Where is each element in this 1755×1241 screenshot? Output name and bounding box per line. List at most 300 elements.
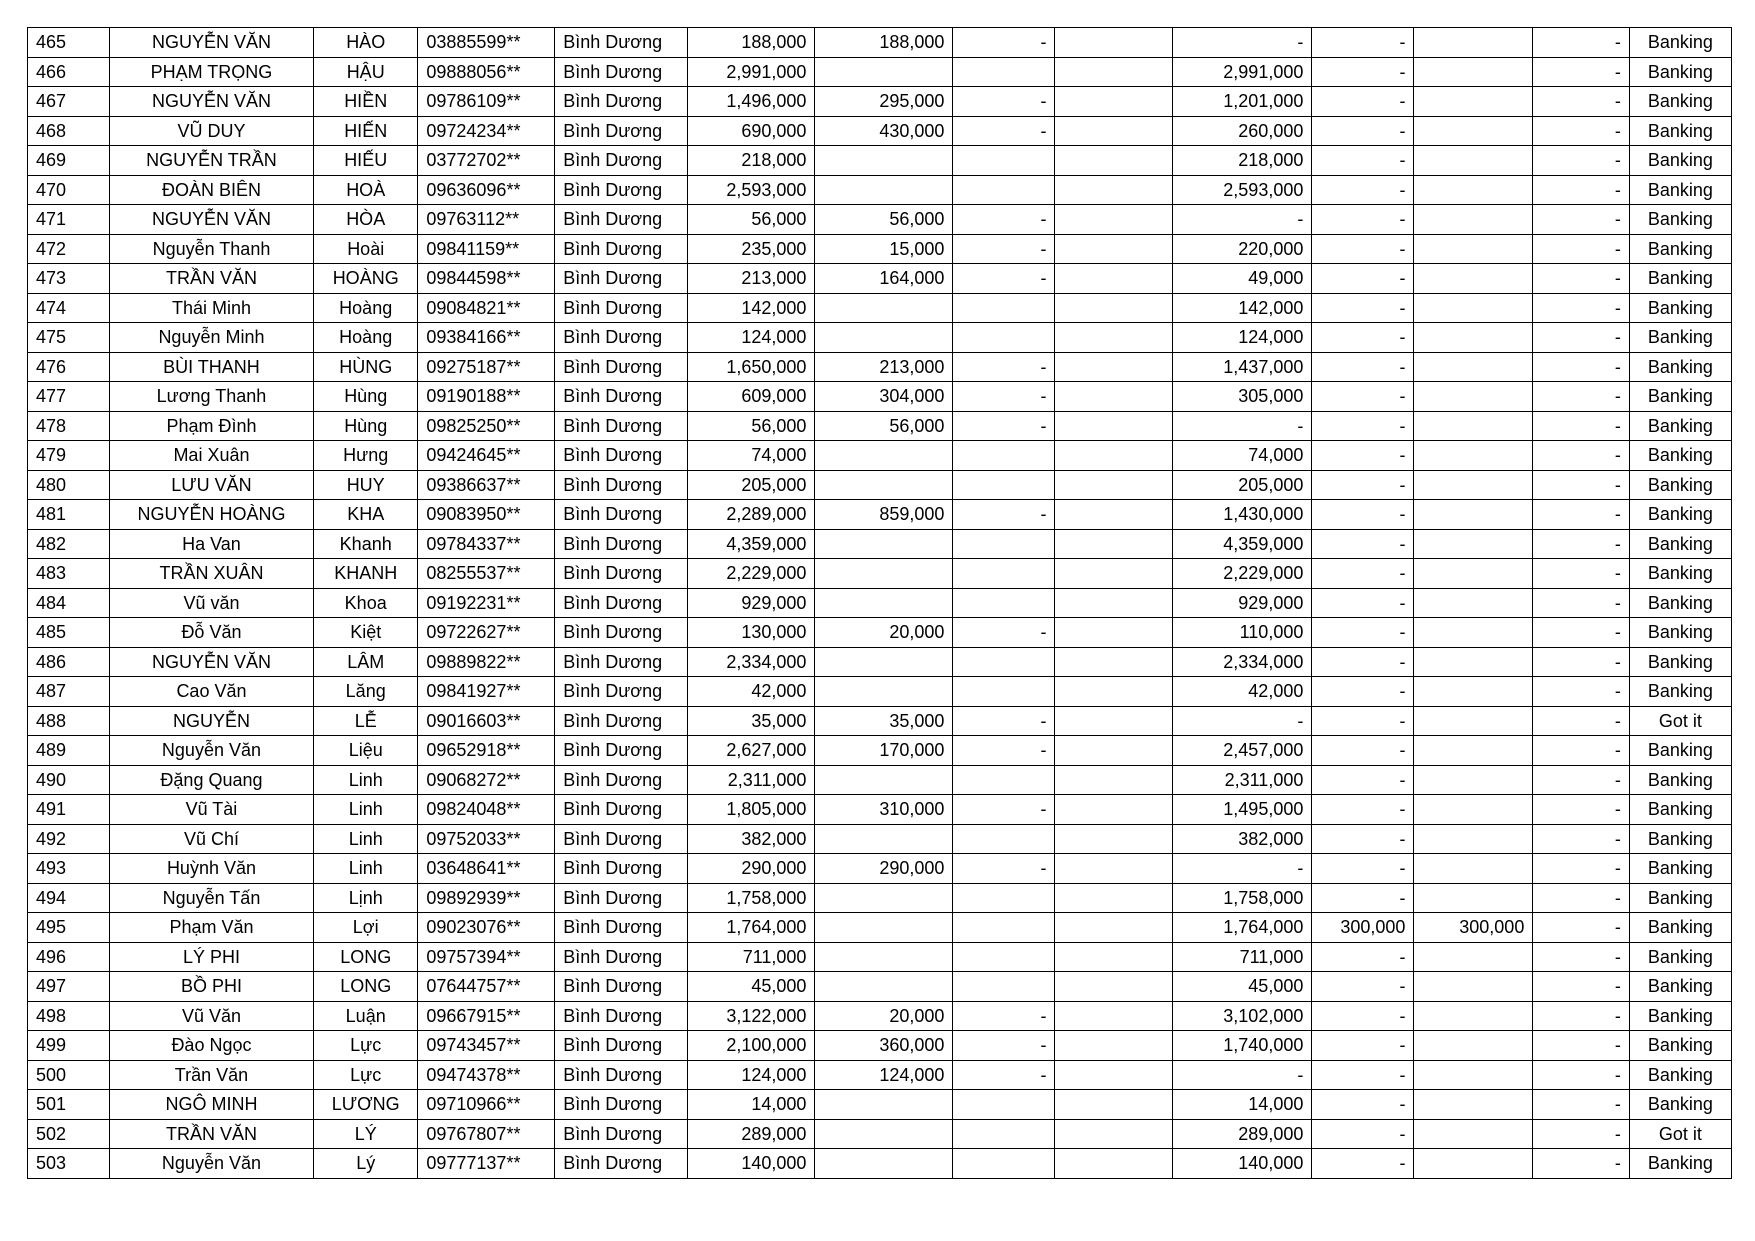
table-body xyxy=(28,28,1732,1179)
cell-amount-6: - xyxy=(1312,470,1414,500)
cell-payment-method: Banking xyxy=(1629,529,1731,559)
cell-amount-3: - xyxy=(953,1060,1055,1090)
cell-amount-5: 218,000 xyxy=(1173,146,1312,176)
cell-index: 475 xyxy=(28,323,110,353)
cell-amount-3: - xyxy=(953,1001,1055,1031)
cell-region: Bình Dương xyxy=(555,1119,687,1149)
cell-amount-5: 1,495,000 xyxy=(1173,795,1312,825)
table-row xyxy=(28,647,1732,677)
cell-amount-7 xyxy=(1414,28,1533,58)
cell-amount-8: - xyxy=(1533,677,1629,707)
cell-amount-3: - xyxy=(953,234,1055,264)
cell-payment-method: Banking xyxy=(1629,1060,1731,1090)
cell-index: 503 xyxy=(28,1149,110,1179)
cell-given-name: Linh xyxy=(314,795,418,825)
cell-amount-total: 142,000 xyxy=(687,293,815,323)
table-row xyxy=(28,913,1732,943)
cell-payment-method: Banking xyxy=(1629,913,1731,943)
cell-amount-5: 220,000 xyxy=(1173,234,1312,264)
cell-amount-2 xyxy=(815,441,953,471)
cell-surname: NGUYỄN VĂN xyxy=(109,647,313,677)
cell-amount-5: 2,457,000 xyxy=(1173,736,1312,766)
cell-amount-7 xyxy=(1414,1060,1533,1090)
cell-amount-6: - xyxy=(1312,1001,1414,1031)
cell-surname: BỒ PHI xyxy=(109,972,313,1002)
cell-phone: 03885599** xyxy=(418,28,555,58)
cell-region: Bình Dương xyxy=(555,146,687,176)
cell-amount-total: 3,122,000 xyxy=(687,1001,815,1031)
table-row xyxy=(28,500,1732,530)
table-row xyxy=(28,706,1732,736)
cell-amount-7 xyxy=(1414,854,1533,884)
cell-region: Bình Dương xyxy=(555,470,687,500)
cell-amount-2: 188,000 xyxy=(815,28,953,58)
cell-surname: NGUYỄN HOÀNG xyxy=(109,500,313,530)
cell-region: Bình Dương xyxy=(555,677,687,707)
cell-payment-method: Banking xyxy=(1629,28,1731,58)
cell-amount-2 xyxy=(815,1149,953,1179)
cell-payment-method: Banking xyxy=(1629,323,1731,353)
cell-amount-2: 56,000 xyxy=(815,205,953,235)
data-sheet xyxy=(27,27,1732,1179)
cell-phone: 09084821** xyxy=(418,293,555,323)
cell-amount-6: - xyxy=(1312,382,1414,412)
cell-amount-total: 690,000 xyxy=(687,116,815,146)
cell-amount-4 xyxy=(1055,854,1173,884)
cell-amount-8: - xyxy=(1533,795,1629,825)
cell-amount-5: - xyxy=(1173,1060,1312,1090)
cell-amount-total: 2,627,000 xyxy=(687,736,815,766)
cell-amount-4 xyxy=(1055,234,1173,264)
cell-given-name: Linh xyxy=(314,854,418,884)
cell-surname: VŨ DUY xyxy=(109,116,313,146)
cell-amount-6: - xyxy=(1312,441,1414,471)
cell-amount-total: 45,000 xyxy=(687,972,815,1002)
cell-amount-4 xyxy=(1055,736,1173,766)
cell-surname: Vũ Chí xyxy=(109,824,313,854)
cell-amount-5: 110,000 xyxy=(1173,618,1312,648)
cell-amount-2 xyxy=(815,883,953,913)
cell-given-name: Lăng xyxy=(314,677,418,707)
cell-amount-5: 305,000 xyxy=(1173,382,1312,412)
cell-amount-8: - xyxy=(1533,175,1629,205)
cell-amount-5: 74,000 xyxy=(1173,441,1312,471)
cell-amount-8: - xyxy=(1533,441,1629,471)
cell-surname: Thái Minh xyxy=(109,293,313,323)
cell-given-name: LÂM xyxy=(314,647,418,677)
cell-amount-2: 35,000 xyxy=(815,706,953,736)
cell-amount-4 xyxy=(1055,972,1173,1002)
cell-amount-3: - xyxy=(953,736,1055,766)
cell-amount-2: 430,000 xyxy=(815,116,953,146)
cell-amount-8: - xyxy=(1533,411,1629,441)
cell-region: Bình Dương xyxy=(555,264,687,294)
cell-payment-method: Banking xyxy=(1629,234,1731,264)
cell-surname: BÙI THANH xyxy=(109,352,313,382)
table-row xyxy=(28,618,1732,648)
cell-amount-2: 304,000 xyxy=(815,382,953,412)
cell-amount-2: 310,000 xyxy=(815,795,953,825)
cell-amount-8: - xyxy=(1533,264,1629,294)
cell-region: Bình Dương xyxy=(555,736,687,766)
cell-amount-5: - xyxy=(1173,706,1312,736)
cell-index: 495 xyxy=(28,913,110,943)
cell-amount-8: - xyxy=(1533,647,1629,677)
cell-amount-6: - xyxy=(1312,323,1414,353)
cell-region: Bình Dương xyxy=(555,647,687,677)
cell-surname: LƯU VĂN xyxy=(109,470,313,500)
cell-amount-total: 124,000 xyxy=(687,1060,815,1090)
cell-amount-4 xyxy=(1055,706,1173,736)
cell-given-name: Lý xyxy=(314,1149,418,1179)
cell-amount-2 xyxy=(815,913,953,943)
cell-phone: 09743457** xyxy=(418,1031,555,1061)
cell-amount-6: - xyxy=(1312,883,1414,913)
cell-region: Bình Dương xyxy=(555,175,687,205)
cell-amount-total: 130,000 xyxy=(687,618,815,648)
cell-payment-method: Banking xyxy=(1629,441,1731,471)
cell-amount-2: 859,000 xyxy=(815,500,953,530)
cell-amount-4 xyxy=(1055,382,1173,412)
cell-amount-5: - xyxy=(1173,854,1312,884)
cell-index: 488 xyxy=(28,706,110,736)
cell-amount-7 xyxy=(1414,87,1533,117)
cell-payment-method: Banking xyxy=(1629,1090,1731,1120)
cell-surname: TRẦN XUÂN xyxy=(109,559,313,589)
cell-region: Bình Dương xyxy=(555,1149,687,1179)
cell-phone: 09068272** xyxy=(418,765,555,795)
cell-region: Bình Dương xyxy=(555,913,687,943)
cell-amount-2 xyxy=(815,559,953,589)
cell-given-name: Lực xyxy=(314,1060,418,1090)
cell-surname: Mai Xuân xyxy=(109,441,313,471)
cell-amount-6: - xyxy=(1312,824,1414,854)
cell-amount-3: - xyxy=(953,854,1055,884)
cell-amount-5: 42,000 xyxy=(1173,677,1312,707)
cell-amount-2 xyxy=(815,972,953,1002)
cell-amount-6: - xyxy=(1312,234,1414,264)
cell-index: 468 xyxy=(28,116,110,146)
cell-amount-5: - xyxy=(1173,28,1312,58)
cell-index: 490 xyxy=(28,765,110,795)
cell-index: 467 xyxy=(28,87,110,117)
table-row xyxy=(28,264,1732,294)
cell-amount-4 xyxy=(1055,175,1173,205)
cell-amount-6: - xyxy=(1312,765,1414,795)
table-row xyxy=(28,175,1732,205)
cell-phone: 09652918** xyxy=(418,736,555,766)
cell-amount-2: 360,000 xyxy=(815,1031,953,1061)
cell-amount-total: 1,650,000 xyxy=(687,352,815,382)
cell-amount-4 xyxy=(1055,942,1173,972)
cell-amount-6: - xyxy=(1312,736,1414,766)
cell-amount-3: - xyxy=(953,618,1055,648)
cell-amount-4 xyxy=(1055,28,1173,58)
cell-payment-method: Banking xyxy=(1629,1149,1731,1179)
cell-region: Bình Dương xyxy=(555,234,687,264)
cell-region: Bình Dương xyxy=(555,57,687,87)
cell-given-name: KHANH xyxy=(314,559,418,589)
cell-phone: 09083950** xyxy=(418,500,555,530)
cell-amount-8: - xyxy=(1533,1060,1629,1090)
cell-amount-5: 260,000 xyxy=(1173,116,1312,146)
cell-index: 499 xyxy=(28,1031,110,1061)
cell-region: Bình Dương xyxy=(555,87,687,117)
cell-phone: 09667915** xyxy=(418,1001,555,1031)
cell-amount-3: - xyxy=(953,706,1055,736)
cell-amount-7 xyxy=(1414,795,1533,825)
cell-amount-8: - xyxy=(1533,883,1629,913)
cell-amount-8: - xyxy=(1533,293,1629,323)
cell-amount-7 xyxy=(1414,1090,1533,1120)
cell-region: Bình Dương xyxy=(555,1001,687,1031)
cell-region: Bình Dương xyxy=(555,352,687,382)
cell-amount-4 xyxy=(1055,795,1173,825)
cell-amount-4 xyxy=(1055,618,1173,648)
cell-amount-3 xyxy=(953,470,1055,500)
cell-amount-6: - xyxy=(1312,706,1414,736)
cell-phone: 09275187** xyxy=(418,352,555,382)
cell-amount-6: - xyxy=(1312,559,1414,589)
cell-region: Bình Dương xyxy=(555,972,687,1002)
cell-given-name: Luận xyxy=(314,1001,418,1031)
cell-surname: Vũ Tài xyxy=(109,795,313,825)
cell-phone: 09016603** xyxy=(418,706,555,736)
cell-amount-5: 1,430,000 xyxy=(1173,500,1312,530)
cell-amount-total: 42,000 xyxy=(687,677,815,707)
cell-payment-method: Banking xyxy=(1629,264,1731,294)
cell-phone: 09710966** xyxy=(418,1090,555,1120)
cell-amount-6: - xyxy=(1312,618,1414,648)
cell-amount-8: - xyxy=(1533,824,1629,854)
cell-index: 469 xyxy=(28,146,110,176)
table-row xyxy=(28,470,1732,500)
cell-amount-3 xyxy=(953,913,1055,943)
cell-phone: 09824048** xyxy=(418,795,555,825)
cell-amount-7 xyxy=(1414,706,1533,736)
cell-amount-5: 1,740,000 xyxy=(1173,1031,1312,1061)
table-row xyxy=(28,411,1732,441)
cell-amount-4 xyxy=(1055,205,1173,235)
cell-amount-7 xyxy=(1414,500,1533,530)
cell-surname: LÝ PHI xyxy=(109,942,313,972)
cell-index: 500 xyxy=(28,1060,110,1090)
cell-index: 489 xyxy=(28,736,110,766)
cell-amount-5: 3,102,000 xyxy=(1173,1001,1312,1031)
table-row xyxy=(28,942,1732,972)
cell-index: 477 xyxy=(28,382,110,412)
table-row xyxy=(28,854,1732,884)
cell-given-name: Khanh xyxy=(314,529,418,559)
cell-amount-6: - xyxy=(1312,1149,1414,1179)
cell-amount-8: - xyxy=(1533,323,1629,353)
cell-amount-5: 49,000 xyxy=(1173,264,1312,294)
cell-given-name: HOÀNG xyxy=(314,264,418,294)
table-row xyxy=(28,1149,1732,1179)
cell-region: Bình Dương xyxy=(555,706,687,736)
cell-amount-8: - xyxy=(1533,706,1629,736)
cell-amount-6: - xyxy=(1312,293,1414,323)
cell-payment-method: Banking xyxy=(1629,972,1731,1002)
cell-surname: NGUYỄN TRẦN xyxy=(109,146,313,176)
cell-amount-4 xyxy=(1055,116,1173,146)
cell-phone: 09892939** xyxy=(418,883,555,913)
cell-amount-6: - xyxy=(1312,1090,1414,1120)
cell-given-name: Hưng xyxy=(314,441,418,471)
cell-amount-3: - xyxy=(953,116,1055,146)
cell-given-name: HIẾU xyxy=(314,146,418,176)
cell-amount-8: - xyxy=(1533,942,1629,972)
cell-amount-4 xyxy=(1055,765,1173,795)
cell-region: Bình Dương xyxy=(555,1031,687,1061)
cell-amount-7 xyxy=(1414,883,1533,913)
cell-amount-7 xyxy=(1414,293,1533,323)
cell-amount-8: - xyxy=(1533,234,1629,264)
cell-region: Bình Dương xyxy=(555,942,687,972)
cell-payment-method: Banking xyxy=(1629,588,1731,618)
cell-payment-method: Banking xyxy=(1629,559,1731,589)
cell-amount-7 xyxy=(1414,264,1533,294)
cell-amount-5: 711,000 xyxy=(1173,942,1312,972)
cell-amount-5: 2,229,000 xyxy=(1173,559,1312,589)
cell-amount-4 xyxy=(1055,1001,1173,1031)
cell-amount-7 xyxy=(1414,234,1533,264)
cell-amount-3: - xyxy=(953,795,1055,825)
cell-amount-7 xyxy=(1414,323,1533,353)
cell-amount-3 xyxy=(953,972,1055,1002)
cell-amount-4 xyxy=(1055,500,1173,530)
table-row xyxy=(28,205,1732,235)
cell-given-name: Khoa xyxy=(314,588,418,618)
cell-surname: Nguyễn Văn xyxy=(109,736,313,766)
cell-amount-7 xyxy=(1414,677,1533,707)
cell-phone: 09757394** xyxy=(418,942,555,972)
cell-given-name: HÙNG xyxy=(314,352,418,382)
cell-surname: Đặng Quang xyxy=(109,765,313,795)
cell-amount-total: 290,000 xyxy=(687,854,815,884)
cell-surname: NGUYỄN VĂN xyxy=(109,28,313,58)
cell-phone: 09722627** xyxy=(418,618,555,648)
cell-amount-3 xyxy=(953,942,1055,972)
cell-surname: NGUYỄN xyxy=(109,706,313,736)
cell-surname: Vũ văn xyxy=(109,588,313,618)
cell-region: Bình Dương xyxy=(555,411,687,441)
cell-region: Bình Dương xyxy=(555,854,687,884)
cell-amount-total: 289,000 xyxy=(687,1119,815,1149)
cell-amount-5: 4,359,000 xyxy=(1173,529,1312,559)
cell-payment-method: Banking xyxy=(1629,854,1731,884)
cell-phone: 09841159** xyxy=(418,234,555,264)
table-row xyxy=(28,824,1732,854)
cell-given-name: Linh xyxy=(314,824,418,854)
cell-surname: Phạm Đình xyxy=(109,411,313,441)
cell-given-name: HIẾN xyxy=(314,116,418,146)
cell-amount-5: 289,000 xyxy=(1173,1119,1312,1149)
cell-amount-3 xyxy=(953,175,1055,205)
cell-phone: 09023076** xyxy=(418,913,555,943)
cell-payment-method: Banking xyxy=(1629,382,1731,412)
cell-payment-method: Banking xyxy=(1629,470,1731,500)
cell-amount-total: 1,496,000 xyxy=(687,87,815,117)
table-row xyxy=(28,883,1732,913)
cell-amount-4 xyxy=(1055,352,1173,382)
cell-phone: 09636096** xyxy=(418,175,555,205)
cell-amount-5: 1,201,000 xyxy=(1173,87,1312,117)
cell-amount-4 xyxy=(1055,293,1173,323)
cell-amount-5: 124,000 xyxy=(1173,323,1312,353)
cell-given-name: HẬU xyxy=(314,57,418,87)
cell-amount-7 xyxy=(1414,1149,1533,1179)
cell-given-name: Lợi xyxy=(314,913,418,943)
cell-amount-total: 1,758,000 xyxy=(687,883,815,913)
cell-amount-8: - xyxy=(1533,28,1629,58)
cell-amount-2 xyxy=(815,323,953,353)
cell-amount-5: 2,334,000 xyxy=(1173,647,1312,677)
cell-amount-3: - xyxy=(953,411,1055,441)
table-row xyxy=(28,382,1732,412)
cell-amount-7 xyxy=(1414,618,1533,648)
cell-phone: 09474378** xyxy=(418,1060,555,1090)
cell-region: Bình Dương xyxy=(555,28,687,58)
cell-amount-4 xyxy=(1055,588,1173,618)
table-row xyxy=(28,677,1732,707)
cell-amount-total: 124,000 xyxy=(687,323,815,353)
cell-index: 492 xyxy=(28,824,110,854)
cell-index: 498 xyxy=(28,1001,110,1031)
cell-amount-3 xyxy=(953,883,1055,913)
cell-index: 465 xyxy=(28,28,110,58)
cell-region: Bình Dương xyxy=(555,293,687,323)
cell-surname: TRẦN VĂN xyxy=(109,264,313,294)
cell-surname: Phạm Văn xyxy=(109,913,313,943)
cell-amount-3 xyxy=(953,824,1055,854)
cell-amount-6: - xyxy=(1312,57,1414,87)
cell-payment-method: Banking xyxy=(1629,677,1731,707)
cell-amount-8: - xyxy=(1533,529,1629,559)
cell-amount-6: - xyxy=(1312,677,1414,707)
cell-region: Bình Dương xyxy=(555,588,687,618)
cell-amount-2 xyxy=(815,57,953,87)
data-table xyxy=(27,27,1732,1179)
cell-amount-2 xyxy=(815,146,953,176)
cell-amount-2 xyxy=(815,1090,953,1120)
cell-amount-4 xyxy=(1055,1060,1173,1090)
table-row xyxy=(28,441,1732,471)
cell-surname: Ha Van xyxy=(109,529,313,559)
cell-payment-method: Banking xyxy=(1629,293,1731,323)
cell-payment-method: Banking xyxy=(1629,500,1731,530)
cell-region: Bình Dương xyxy=(555,323,687,353)
cell-amount-2 xyxy=(815,175,953,205)
cell-phone: 09190188** xyxy=(418,382,555,412)
cell-index: 491 xyxy=(28,795,110,825)
cell-payment-method: Banking xyxy=(1629,765,1731,795)
cell-amount-5: 382,000 xyxy=(1173,824,1312,854)
cell-amount-2 xyxy=(815,293,953,323)
cell-payment-method: Banking xyxy=(1629,1031,1731,1061)
table-row xyxy=(28,323,1732,353)
cell-amount-6: - xyxy=(1312,529,1414,559)
cell-index: 481 xyxy=(28,500,110,530)
cell-amount-7 xyxy=(1414,972,1533,1002)
cell-amount-7 xyxy=(1414,736,1533,766)
cell-payment-method: Banking xyxy=(1629,116,1731,146)
cell-amount-3 xyxy=(953,146,1055,176)
cell-amount-8: - xyxy=(1533,116,1629,146)
cell-payment-method: Banking xyxy=(1629,736,1731,766)
cell-region: Bình Dương xyxy=(555,1090,687,1120)
cell-amount-4 xyxy=(1055,264,1173,294)
